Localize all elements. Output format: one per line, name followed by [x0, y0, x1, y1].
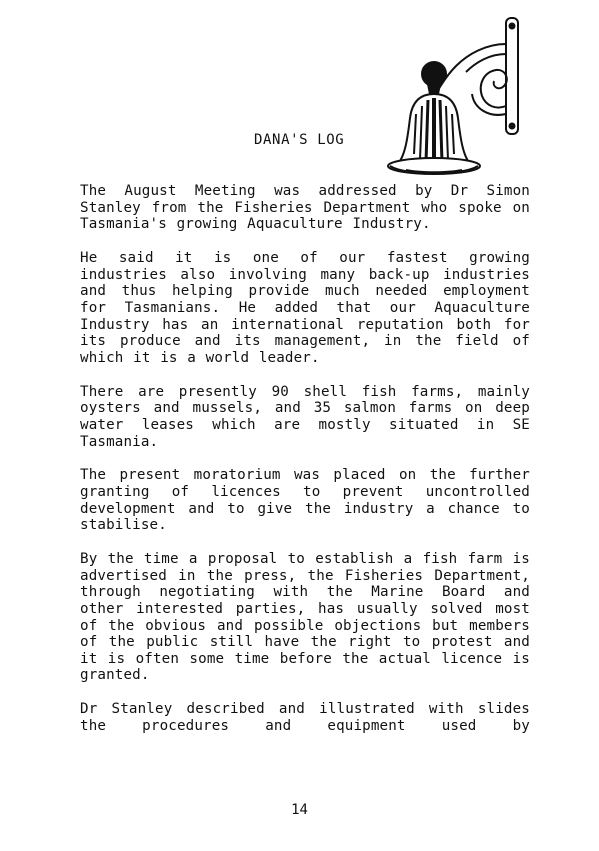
page-number: 14 [291, 802, 308, 818]
paragraph: He said it is one of our fastest growing industries also involving many back-up industries and thus helping provide much needed employment for Tasmanians. He added that our Aquaculture Industry has an international reputation both for its produce and its management, in the field of which it is a world leader. [80, 250, 530, 366]
page-title: DANA'S LOG [254, 132, 345, 148]
ship-bell-icon [376, 14, 526, 184]
paragraph: The August Meeting was addressed by Dr Simon Stanley from the Fisheries Department who spoke on Tasmania's growing Aquaculture Industry. [80, 183, 530, 233]
paragraph: There are presently 90 shell fish farms, mainly oysters and mussels, and 35 salmon farms on deep water leases which are mostly situated in SE Tasmania. [80, 383, 530, 450]
paragraph: By the time a proposal to establish a fish farm is advertised in the press, the Fisheries Department, through negotiating with the Marine Board and other interested parties, has usually solved most of the obvious and possible objections but members of the public still have the right to protest and it is often some time before the actual licence is granted. [80, 551, 530, 684]
article-body [80, 183, 530, 752]
paragraph: The present moratorium was placed on the further granting of licences to prevent uncontrolled development and to give the industry a chance to stabilise. [80, 467, 530, 534]
paragraph: Dr Stanley described and illustrated with slides the procedures and equipment used by [80, 701, 530, 734]
